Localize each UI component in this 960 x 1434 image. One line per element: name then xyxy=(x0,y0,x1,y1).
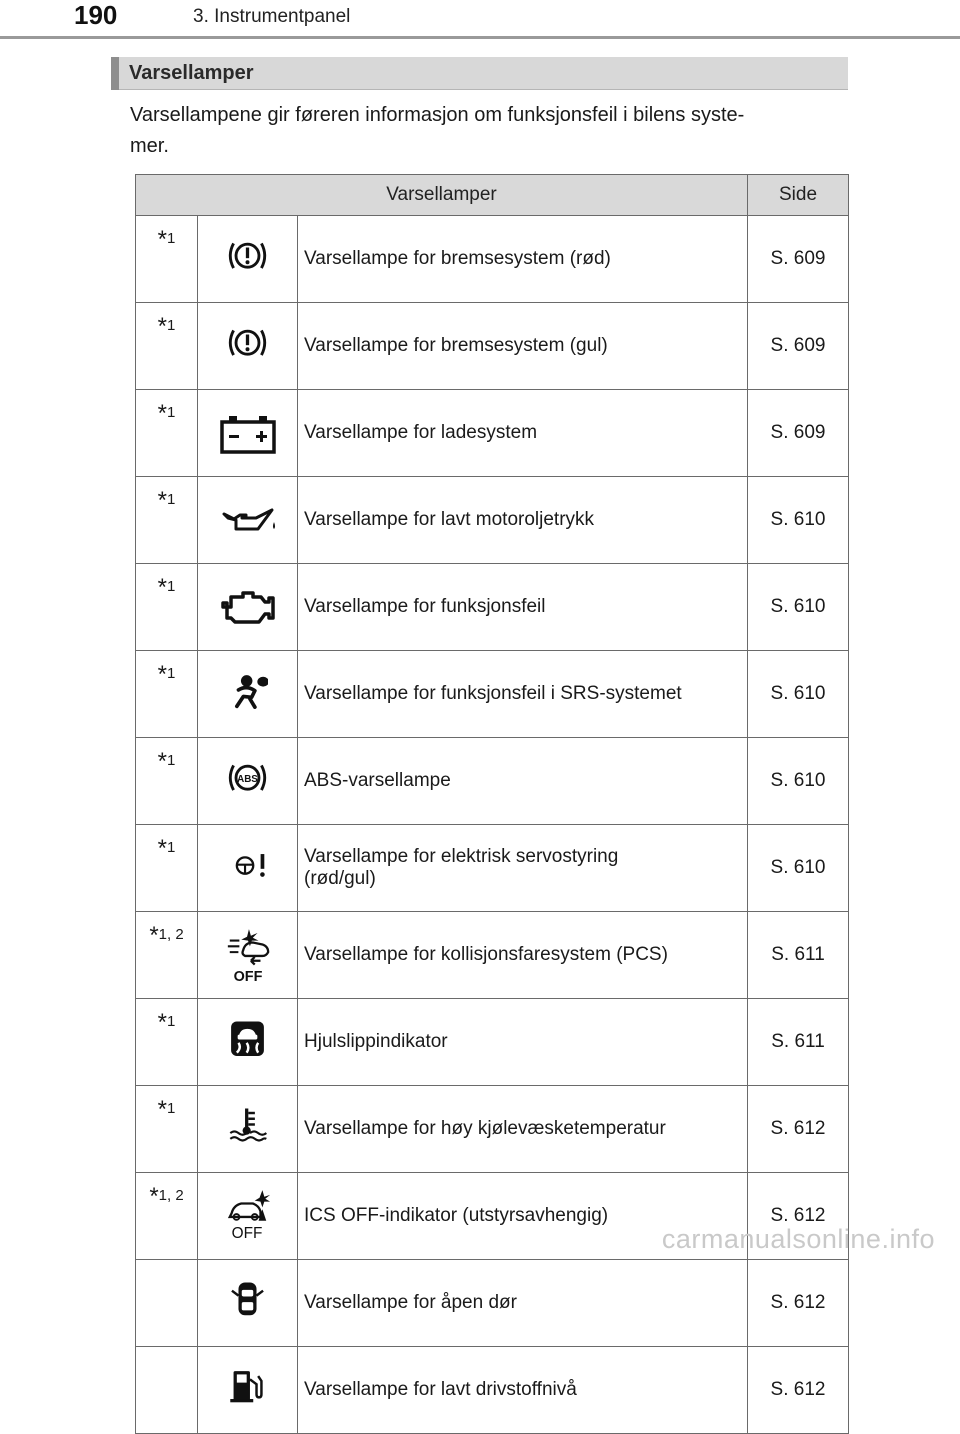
intro-text: Varsellampene gir føreren informasjon om funksjonsfeil i bilens syste- mer. xyxy=(130,104,745,157)
footnote-ref: 1 xyxy=(167,839,176,856)
footnote-cell xyxy=(136,303,198,390)
warning-description: Varsellampe for bremsesystem (rød) xyxy=(298,216,748,303)
page-reference: S. 612 xyxy=(748,1086,849,1173)
brake-warning-yellow-icon xyxy=(227,322,268,370)
footnote-cell xyxy=(136,999,198,1086)
abs-icon xyxy=(227,757,268,805)
footnote-ref: 1 xyxy=(167,230,176,247)
page-reference: S. 610 xyxy=(748,651,849,738)
icon-cell xyxy=(198,477,298,564)
page-reference: S. 610 xyxy=(748,738,849,825)
column-header-page: Side xyxy=(748,175,849,216)
warning-description: Varsellampe for funksjonsfeil xyxy=(298,564,748,651)
footnote-cell xyxy=(136,651,198,738)
footnote-cell xyxy=(136,477,198,564)
pcs-off-icon xyxy=(224,927,272,983)
footnote-ref: 1, 2 xyxy=(158,926,184,943)
table-row xyxy=(136,651,849,738)
icon-cell xyxy=(198,564,298,651)
page-reference: S. 612 xyxy=(748,1347,849,1434)
table-row xyxy=(136,1260,849,1347)
icon-cell xyxy=(198,1260,298,1347)
page-reference: S. 610 xyxy=(748,564,849,651)
footnote-cell xyxy=(136,1173,198,1260)
footnote-ref: 1 xyxy=(167,404,176,421)
ics-off-icon xyxy=(224,1188,272,1244)
watermark: carmanualsonline.info xyxy=(661,1224,935,1254)
page-reference: S. 609 xyxy=(748,216,849,303)
table-header-row xyxy=(136,175,849,216)
warning-description: ICS OFF-indikator (utstyrsavhengig) xyxy=(298,1173,748,1260)
coolant-temperature-icon xyxy=(227,1105,268,1153)
icon-cell xyxy=(198,912,298,999)
icon-cell xyxy=(198,651,298,738)
warning-description: Varsellampe for åpen dør xyxy=(298,1260,748,1347)
footnote-cell xyxy=(136,1086,198,1173)
icon-cell xyxy=(198,1347,298,1434)
table-row xyxy=(136,738,849,825)
table-row xyxy=(136,912,849,999)
warning-description: Varsellampe for lavt motoroljetrykk xyxy=(298,477,748,564)
warning-description: Varsellampe for bremsesystem (gul) xyxy=(298,303,748,390)
table-row xyxy=(136,390,849,477)
footnote-asterisk: * xyxy=(149,1183,159,1210)
icon-cell xyxy=(198,303,298,390)
page-reference: S. 609 xyxy=(748,390,849,477)
icon-cell xyxy=(198,216,298,303)
table-row xyxy=(136,825,849,912)
chapter-title: 3. Instrumentpanel xyxy=(193,6,351,27)
footnote-asterisk: * xyxy=(157,574,167,601)
table-row xyxy=(136,564,849,651)
footnote-ref: 1 xyxy=(167,578,176,595)
ics-off-label: OFF xyxy=(231,1225,262,1243)
table-row xyxy=(136,999,849,1086)
footnote-ref: 1 xyxy=(167,1013,176,1030)
power-steering-icon xyxy=(227,844,268,892)
oil-can-icon xyxy=(218,496,278,544)
icon-cell xyxy=(198,1173,298,1260)
footnote-cell xyxy=(136,912,198,999)
footnote-ref: 1 xyxy=(167,1100,176,1117)
footnote-asterisk: * xyxy=(157,1096,167,1123)
icon-cell xyxy=(198,738,298,825)
footnote-cell xyxy=(136,1347,198,1434)
icon-cell xyxy=(198,825,298,912)
battery-icon xyxy=(218,409,278,457)
page-reference: S. 610 xyxy=(748,477,849,564)
check-engine-icon xyxy=(219,583,277,631)
footnote-ref: 1 xyxy=(167,752,176,769)
footnote-asterisk: * xyxy=(149,922,159,949)
brake-warning-red-icon xyxy=(227,235,268,283)
skid-indicator-icon xyxy=(227,1018,268,1066)
section-heading-bar xyxy=(111,57,848,90)
warning-description: Varsellampe for kollisjonsfaresystem (PCS) xyxy=(298,912,748,999)
footnote-ref: 1 xyxy=(167,317,176,334)
table-row xyxy=(136,303,849,390)
footnote-asterisk: * xyxy=(157,226,167,253)
airbag-icon xyxy=(227,670,268,718)
page-reference: S. 611 xyxy=(748,999,849,1086)
footnote-asterisk: * xyxy=(157,835,167,862)
icon-cell xyxy=(198,1086,298,1173)
footnote-ref: 1 xyxy=(167,665,176,682)
warning-description: ABS-varsellampe xyxy=(298,738,748,825)
open-door-icon xyxy=(227,1279,268,1327)
footnote-cell xyxy=(136,738,198,825)
warning-description: Varsellampe for ladesystem xyxy=(298,390,748,477)
warning-description: Varsellampe for elektrisk servostyring (rød/gul) xyxy=(298,825,748,912)
page-reference: S. 612 xyxy=(748,1173,849,1260)
page-reference: S. 609 xyxy=(748,303,849,390)
section-title: Varsellamper xyxy=(129,62,254,84)
table-row xyxy=(136,477,849,564)
page-number: 190 xyxy=(74,0,118,30)
intro-paragraph xyxy=(130,100,850,162)
page-reference: S. 611 xyxy=(748,912,849,999)
footnote-asterisk: * xyxy=(157,1009,167,1036)
fuel-icon xyxy=(227,1366,268,1414)
abs-label: ABS xyxy=(237,773,258,785)
table-row xyxy=(136,1347,849,1434)
section-accent xyxy=(111,57,119,90)
footnote-cell xyxy=(136,564,198,651)
footnote-asterisk: * xyxy=(157,748,167,775)
pcs-off-label: OFF xyxy=(233,968,262,983)
footnote-asterisk: * xyxy=(157,661,167,688)
footnote-asterisk: * xyxy=(157,313,167,340)
footnote-cell xyxy=(136,390,198,477)
warning-description: Varsellampe for høy kjølevæsketemperatur xyxy=(298,1086,748,1173)
warning-description: Varsellampe for lavt drivstoffnivå xyxy=(298,1347,748,1434)
icon-cell xyxy=(198,999,298,1086)
page-reference: S. 612 xyxy=(748,1260,849,1347)
footnote-ref: 1 xyxy=(167,491,176,508)
table-row xyxy=(136,216,849,303)
header-divider xyxy=(0,36,960,39)
footnote-cell xyxy=(136,825,198,912)
footnote-cell xyxy=(136,216,198,303)
footnote-cell xyxy=(136,1260,198,1347)
warning-description: Hjulslippindikator xyxy=(298,999,748,1086)
page-reference: S. 610 xyxy=(748,825,849,912)
footnote-asterisk: * xyxy=(157,487,167,514)
warning-description: Varsellampe for funksjonsfeil i SRS-systemet xyxy=(298,651,748,738)
footnote-asterisk: * xyxy=(157,400,167,427)
icon-cell xyxy=(198,390,298,477)
footnote-ref: 1, 2 xyxy=(158,1187,184,1204)
column-header-warning-lights: Varsellamper xyxy=(136,175,748,216)
table-row xyxy=(136,1086,849,1173)
